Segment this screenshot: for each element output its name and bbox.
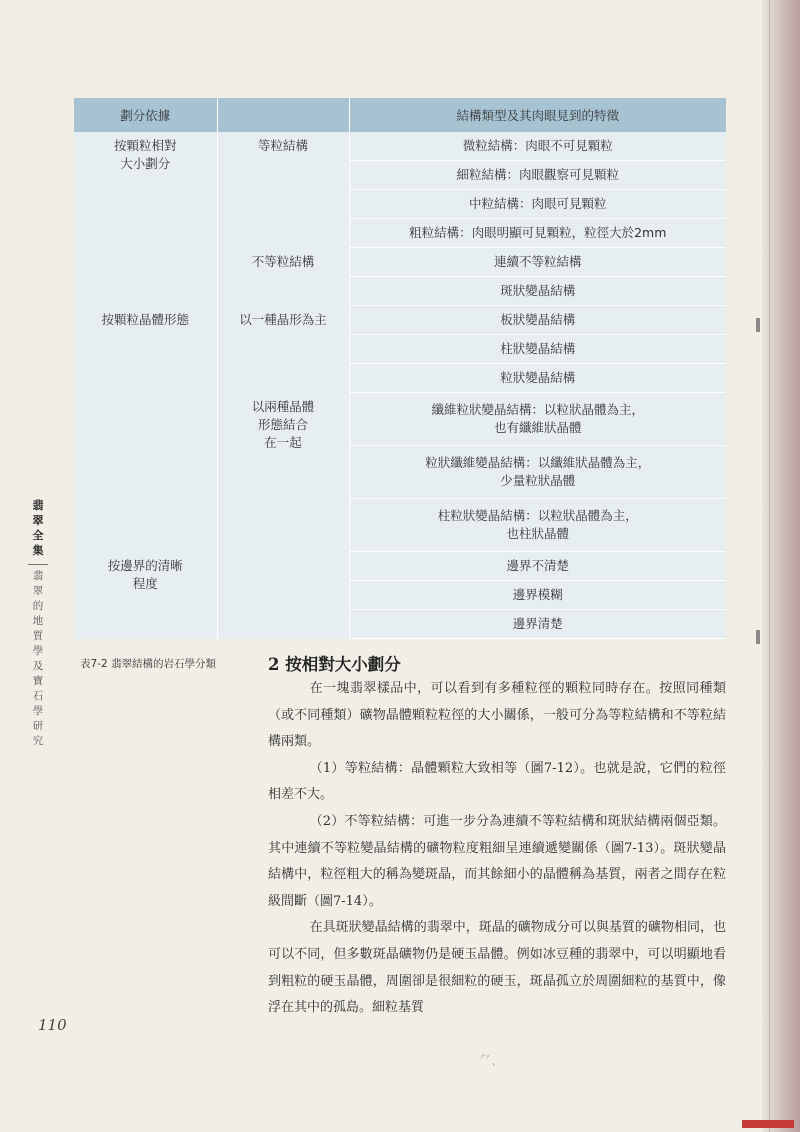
type-cell-empty xyxy=(217,552,349,639)
scan-mark: ⺈、 xyxy=(478,1054,505,1069)
chapter-title-char: 石 xyxy=(32,690,44,702)
feature-cell: 粗粒結構：肉眼明顯可見顆粒，粒徑大於2mm xyxy=(349,219,726,248)
feature-cell: 細粒結構：肉眼觀察可見顆粒 xyxy=(349,161,726,190)
type-line: 等粒結構 xyxy=(257,138,308,153)
table-row xyxy=(74,132,726,161)
chapter-title-char: 寶 xyxy=(32,675,44,687)
book-title xyxy=(28,498,48,558)
feature-cell xyxy=(349,446,726,499)
table-row xyxy=(74,552,726,581)
feature-cell: 粒狀變晶結構 xyxy=(349,364,726,393)
feature-cell: 柱狀變晶結構 xyxy=(349,335,726,364)
chapter-title-char: 翡 xyxy=(32,570,44,582)
chapter-title-char: 質 xyxy=(32,630,44,642)
criterion-cell xyxy=(74,132,217,306)
feature-cell: 邊界不清楚 xyxy=(349,552,726,581)
page-edge xyxy=(762,0,800,1132)
text-line: 小的晶體稱為基質，兩者之間存在粒級間斷（圖7-14）。 xyxy=(268,867,726,909)
type-line: 不等粒結構 xyxy=(251,253,315,269)
chapter-title-char: 的 xyxy=(32,600,44,612)
text-line: 它們的粒徑相差不大。 xyxy=(268,760,726,803)
text-line: 分為等粒結構和不等粒結構兩類。 xyxy=(268,707,726,750)
chapter-title-char: 及 xyxy=(32,660,44,672)
type-cell xyxy=(217,306,349,393)
table-row xyxy=(74,306,726,335)
petrology-table xyxy=(74,98,726,639)
paragraph xyxy=(268,756,726,809)
paragraph xyxy=(268,809,726,915)
text-line: 係（圖7-13）。斑狀變晶結構中，粒徑粗大的稱為變斑晶，而其餘細 xyxy=(268,840,726,883)
type-cell xyxy=(217,248,349,306)
type-line: 形態結合 xyxy=(257,416,308,432)
book-title-char: 全 xyxy=(32,529,44,542)
feature-cell: 微粒結構：肉眼不可見顆粒 xyxy=(349,132,726,161)
feature-line: 也有纖維狀晶體 xyxy=(493,420,582,435)
feature-cell: 邊界清楚 xyxy=(349,610,726,639)
body-text xyxy=(268,676,726,1022)
criterion-cell xyxy=(74,552,217,639)
feature-cell: 中粒結構：肉眼可見顆粒 xyxy=(349,190,726,219)
criterion-line: 大小劃分 xyxy=(120,156,171,171)
feature-line: 少量粒狀晶體 xyxy=(500,473,576,488)
chapter-title-char: 地 xyxy=(32,615,44,627)
chapter-title xyxy=(28,564,48,749)
book-sidebar xyxy=(28,498,48,749)
criterion-line: 程度 xyxy=(132,575,158,591)
chapter-title-char: 研 xyxy=(32,720,44,732)
text-line: 礦物相同，也可以不同，但多數斑晶礦物仍是硬玉晶體。例如冰豆 xyxy=(268,920,726,962)
page-number: 110 xyxy=(38,1016,67,1034)
criterion-line: 按邊界的清晰 xyxy=(107,557,183,573)
type-line: 在一起 xyxy=(264,434,302,450)
header-criterion: 劃分依據 xyxy=(74,98,217,132)
text-line: 按照同種類（或不同種類）礦物晶體顆粒粒徑的大小關係，一般可 xyxy=(268,681,726,723)
table-caption: 表7-2 翡翠結構的岩石學分類 xyxy=(80,658,216,670)
paragraph xyxy=(268,915,726,1021)
feature-cell: 邊界模糊 xyxy=(349,581,726,610)
chapter-title-char: 翠 xyxy=(32,585,44,597)
text-line: 在一塊翡翠樣品中，可以看到有多種粒徑的顆粒同時存在。 xyxy=(309,681,660,696)
feature-cell: 斑狀變晶結構 xyxy=(349,277,726,306)
feature-cell: 板狀變晶結構 xyxy=(349,306,726,335)
text-line: （1）等粒結構：晶體顆粒大致相等（圖7-12）。也就是說， xyxy=(309,760,660,776)
spine-mark xyxy=(756,318,760,332)
type-line: 以一種晶形為主 xyxy=(239,311,327,327)
feature-line: 柱粒狀變晶結構：以粒狀晶體為主， xyxy=(437,508,638,523)
section-heading: 2 按相對大小劃分 xyxy=(268,655,401,674)
chapter-title-char: 究 xyxy=(32,735,44,747)
criterion-line: 按顆粒晶體形態 xyxy=(101,311,189,327)
header-type xyxy=(217,98,349,132)
paragraph xyxy=(268,676,726,756)
feature-line: 粒狀纖維變晶結構：以纖維狀晶體為主， xyxy=(425,455,651,470)
feature-cell: 連續不等粒結構 xyxy=(349,248,726,277)
text-line: （2）不等粒結構：可進一步分為連續不等粒結構和斑狀結構 xyxy=(309,813,661,829)
book-title-char: 集 xyxy=(32,544,44,557)
type-cell xyxy=(217,393,349,552)
book-title-char: 翡 xyxy=(32,499,44,512)
criterion-cell xyxy=(74,306,217,552)
chapter-title-char: 學 xyxy=(32,645,44,657)
type-cell xyxy=(217,132,349,248)
feature-line: 也柱狀晶體 xyxy=(506,526,569,541)
feature-cell xyxy=(349,499,726,552)
bottom-tag xyxy=(742,1120,794,1128)
criterion-line: 按顆粒相對 xyxy=(113,138,177,153)
text-line: 硬玉，斑晶孤立於周圍細粒的基質中，像浮在其中的孤島。細粒基質 xyxy=(268,973,726,1016)
feature-cell xyxy=(349,393,726,446)
book-title-char: 翠 xyxy=(32,514,44,527)
feature-line: 纖維粒狀變晶結構：以粒狀晶體為主， xyxy=(431,402,644,417)
text-line: 種的翡翠中，可以明顯地看到粗粒的硬玉晶體，周圍卻是很細粒的 xyxy=(268,946,726,989)
page-edge-line xyxy=(769,0,770,1132)
chapter-title-char: 學 xyxy=(32,705,44,717)
header-features: 結構類型及其肉眼見到的特徵 xyxy=(349,98,726,132)
text-line: 在具斑狀變晶結構的翡翠中，斑晶的礦物成分可以與基質的 xyxy=(309,920,648,936)
type-line: 以兩種晶體 xyxy=(251,398,315,414)
text-line: 兩個亞類。其中連續不等粒變晶結構的礦物粒度粗細呈連續遞變關 xyxy=(268,813,726,856)
table-header-row xyxy=(74,98,726,132)
spine-mark xyxy=(756,630,760,644)
